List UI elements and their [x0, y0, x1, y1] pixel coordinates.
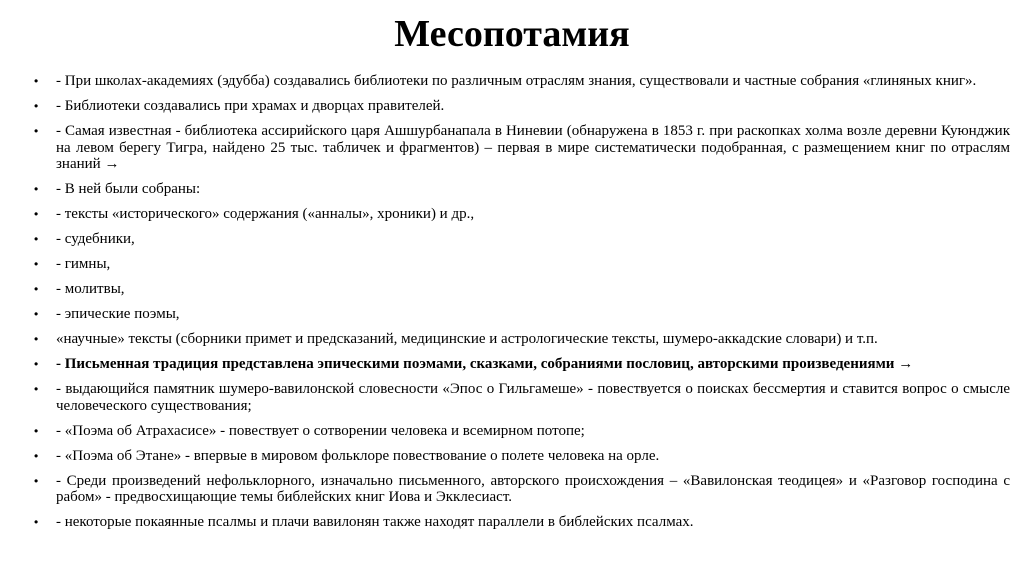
list-item	[34, 356, 1010, 373]
list-item-text: - «Поэма об Атрахасисе» - повествует о сотворении человека и всемирном потопе;	[56, 422, 585, 439]
list-item-text: - судебники,	[56, 231, 135, 247]
list-item	[34, 514, 1010, 531]
slide-title: Месопотамия	[394, 13, 630, 55]
list-item	[34, 423, 1010, 440]
list-item-text: - гимны,	[56, 256, 111, 272]
bullet-dot-icon: •	[34, 515, 39, 529]
list-item-text: - В ней были собраны:	[56, 181, 201, 197]
list-item	[34, 256, 1010, 273]
list-item	[34, 331, 1010, 348]
bullet-dot-icon: •	[34, 448, 39, 463]
list-item-text: - молитвы,	[56, 281, 125, 297]
list-item-text: - Среди произведений нефольклорного, изначально письменного, авторского происхождения – «Вавилонская теодицея» и «Разговор господина с рабом» - предвосхищающие темы библейских книг Иова и Экклесиаст.	[56, 472, 1010, 505]
bullet-dot-icon: •	[34, 124, 39, 138]
bullet-dot-icon: •	[34, 357, 39, 371]
list-item-text: - При школах-академиях (эдубба) создавались библиотеки по различным отраслям знания, существовали и частные собрания «глиняных книг».	[56, 73, 977, 89]
list-item	[34, 381, 1010, 414]
bullet-dot-icon: •	[34, 382, 39, 396]
list-item-text: - эпические поэмы,	[56, 306, 180, 322]
list-item	[34, 98, 1010, 115]
bullet-dot-icon: •	[34, 423, 39, 438]
bullet-list	[34, 73, 1010, 539]
list-item-text: - Письменная традиция представлена эпическими поэмами, сказками, собраниями пословиц, авторскими произведениями →	[56, 356, 914, 372]
bullet-dot-icon: •	[34, 74, 39, 88]
list-item	[34, 231, 1010, 248]
list-item	[34, 206, 1010, 223]
list-item-text: - выдающийся памятник шумеро-вавилонской словесности «Эпос о Гильгамеше» - повествуется о поисках бессмертия и ставится вопрос о смысле человеческого существования;	[56, 381, 1010, 414]
bullet-dot-icon: •	[34, 99, 39, 113]
list-item	[34, 123, 1010, 173]
list-item-text: - «Поэма об Этане» - впервые в мировом фольклоре повествование о полете человека на орле.	[56, 447, 660, 464]
bullet-dot-icon: •	[34, 332, 39, 346]
list-item	[34, 306, 1010, 323]
bullet-dot-icon: •	[34, 473, 39, 488]
list-item-text: - Самая известная - библиотека ассирийского царя Ашшурбанапала в Ниневии (обнаружена в 1853 г. при раскопках холма возле деревни Куюнджик на левом берегу Тигра, найдено 25 тыс. табличек и фрагментов) – первая в мире систематически подобранная, с размещением книг по отраслям знаний →	[56, 123, 1010, 172]
bullet-dot-icon: •	[34, 282, 39, 296]
list-item-text: - тексты «исторического» содержания («анналы», хроники) и др.,	[56, 206, 475, 222]
bullet-dot-icon: •	[34, 232, 39, 246]
list-item	[34, 73, 1010, 90]
bullet-dot-icon: •	[34, 307, 39, 321]
list-item	[34, 281, 1010, 298]
bullet-dot-icon: •	[34, 182, 39, 196]
list-item-text: - некоторые покаянные псалмы и плачи вавилонян также находят параллели в библейских псалмах.	[56, 514, 694, 530]
list-item	[34, 181, 1010, 198]
bullet-dot-icon: •	[34, 257, 39, 271]
bullet-dot-icon: •	[34, 207, 39, 221]
list-item-text: «научные» тексты (сборники примет и предсказаний, медицинские и астрологические тексты, шумеро-аккадские словари) и т.п.	[56, 331, 878, 347]
list-item	[34, 448, 1010, 465]
list-item	[34, 473, 1010, 506]
list-item-text: - Библиотеки создавались при храмах и дворцах правителей.	[56, 98, 445, 114]
